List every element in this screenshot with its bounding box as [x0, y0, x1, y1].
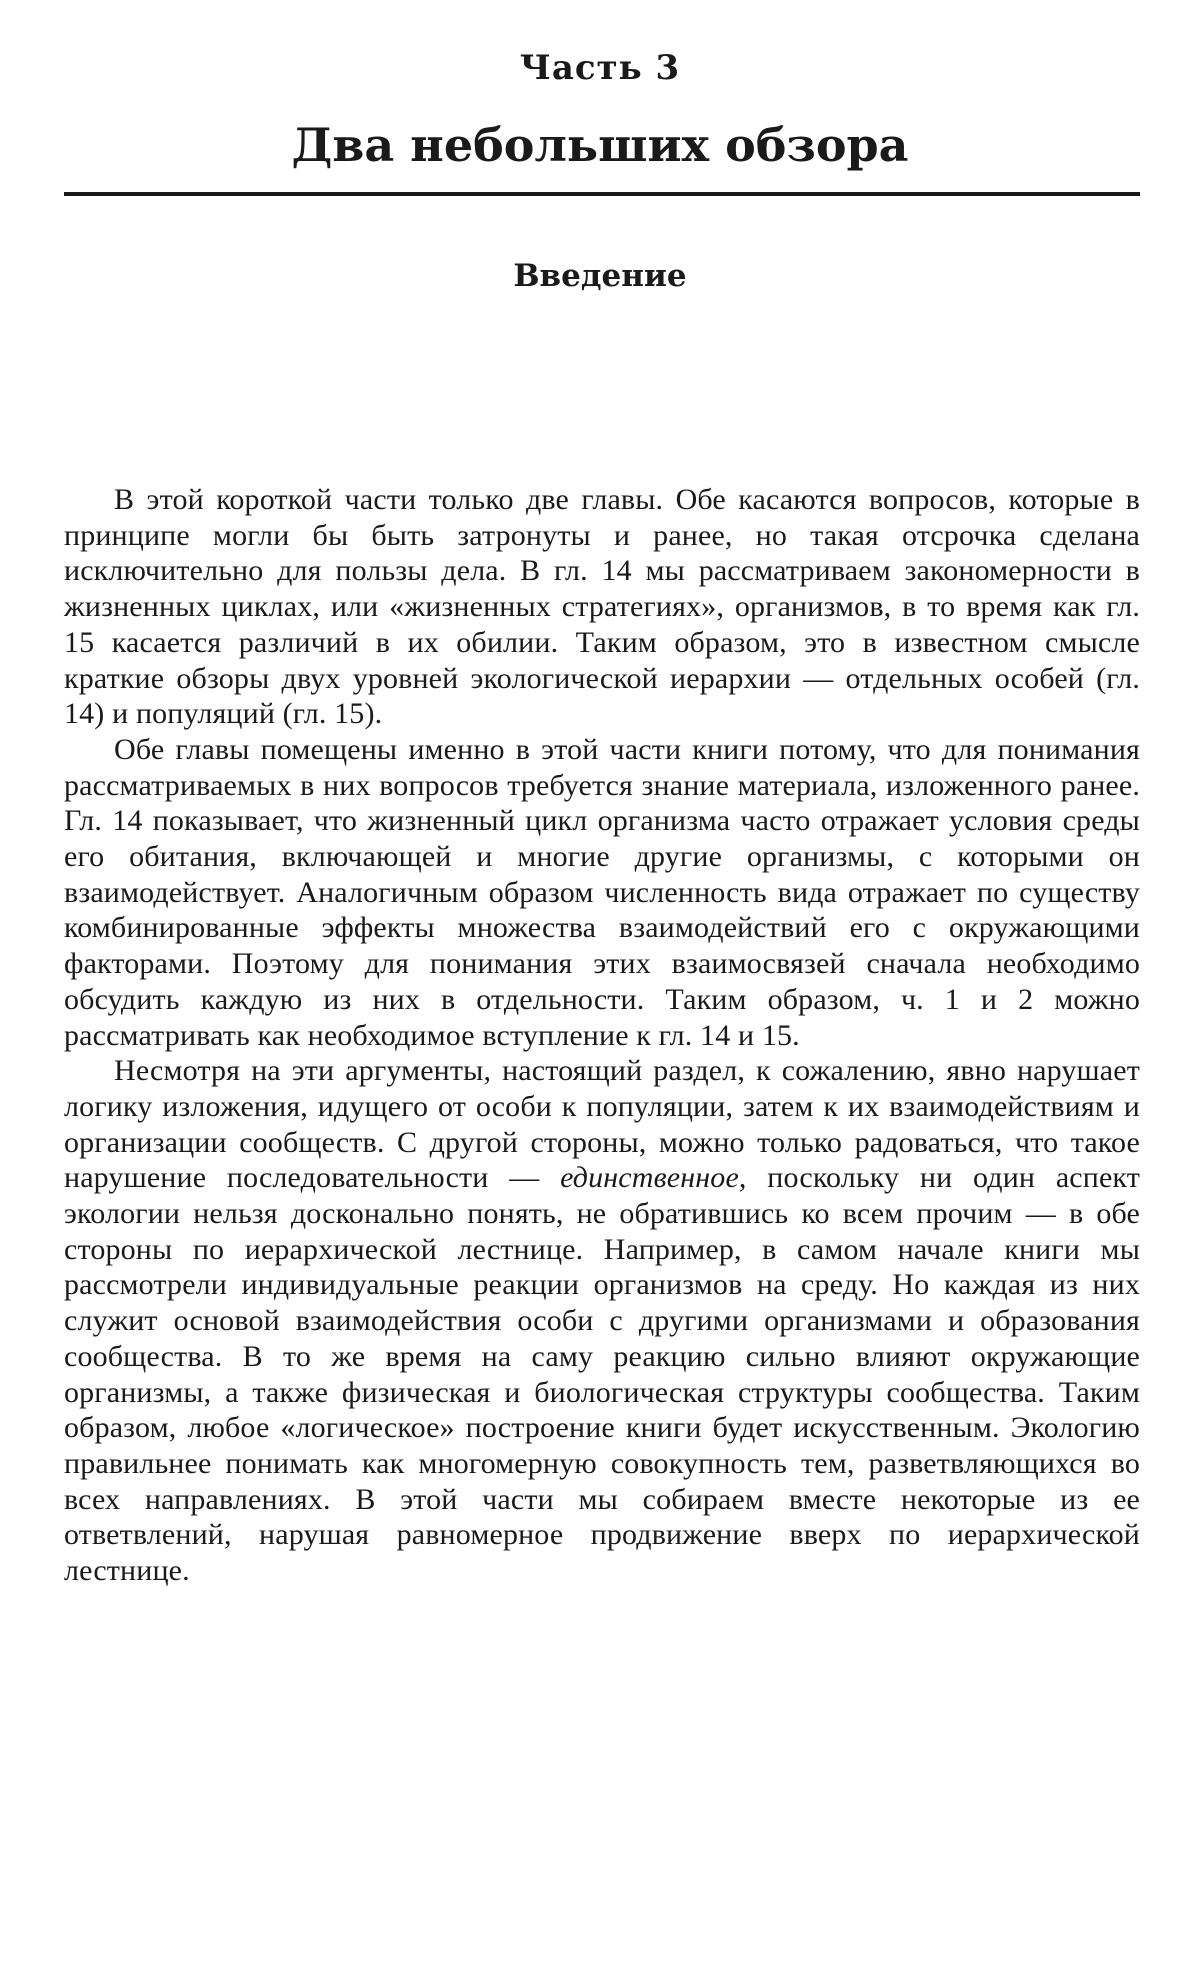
section-heading: Введение — [513, 258, 687, 294]
paragraph-3-end: , поскольку ни один аспект экологии нельзя досконально понять, не обратившись ко всем прочим — в обе стороны по иерархической лестнице. Например, в самом начале книги мы рассмотрели индивидуальные реакции организмов на среду. Но каждая из них служит основой взаимодействия особи с другими организмами и образования сообщества. В то же время на саму реакцию сильно влияют окружающие организмы, а также физическая и биологическая структуры сообщества. Таким образом, любое «логическое» построение книги будет искусственным. Экологию правильнее понимать как многомерную совокупность тем, разветвляющихся во всех направлениях. В этой части мы собираем вместе некоторые из ее ответвлений, нарушая равномерное продвижение вверх по иерархической лестнице. — [64, 1161, 1141, 1588]
paragraph-2: Обе главы помещены именно в этой части книги потому, что для понимания рассматриваемых в них вопросов требуется знание материала, изложенного ранее. Гл. 14 показывает, что жизненный цикл организма часто отражает условия среды его обитания, включающей и многие другие организмы, с которыми он взаимодействует. Аналогичным образом численность вида отражает по существу комбинированные эффекты множества взаимодействий его с окружающими факторами. Поэтому для понимания этих взаимосвязей сначала необходимо обсудить каждую из них в отдельности. Таким образом, ч. 1 и 2 можно рассматривать как необходимое вступление к гл. 14 и 15. — [64, 732, 1140, 1052]
part-label: Часть 3 — [519, 48, 681, 88]
paragraph-3-start: Несмотря на эти аргументы, настоящий раздел, к сожалению, явно нарушает логику изложения, идущего от особи к популяции, затем к их взаимодействиям и организации сообществ. С другой стороны, можно только радоваться, что такое нарушение последовательности — — [64, 1054, 1140, 1195]
paragraph-1: В этой короткой части только две главы. Обе касаются вопросов, которые в принципе могли бы быть затронуты и ранее, но такая отсрочка сделана исключительно для пользы дела. В гл. 14 мы рассматриваем закономерности в жизненных циклах, или «жизненных стратегиях», организмов, в то время как гл. 15 касается различий в их обилии. Таким образом, это в известном смысле краткие обзоры двух уровней экологической иерархии — отдельных особей (гл. 14) и популяций (гл. 15). — [64, 483, 1140, 731]
part-title: Два небольших обзора — [291, 118, 909, 172]
paragraph-3 — [64, 1053, 1140, 1589]
body-text — [64, 482, 1140, 1589]
emphasized-word: единственное — [560, 1161, 739, 1195]
title-divider — [64, 192, 1140, 196]
